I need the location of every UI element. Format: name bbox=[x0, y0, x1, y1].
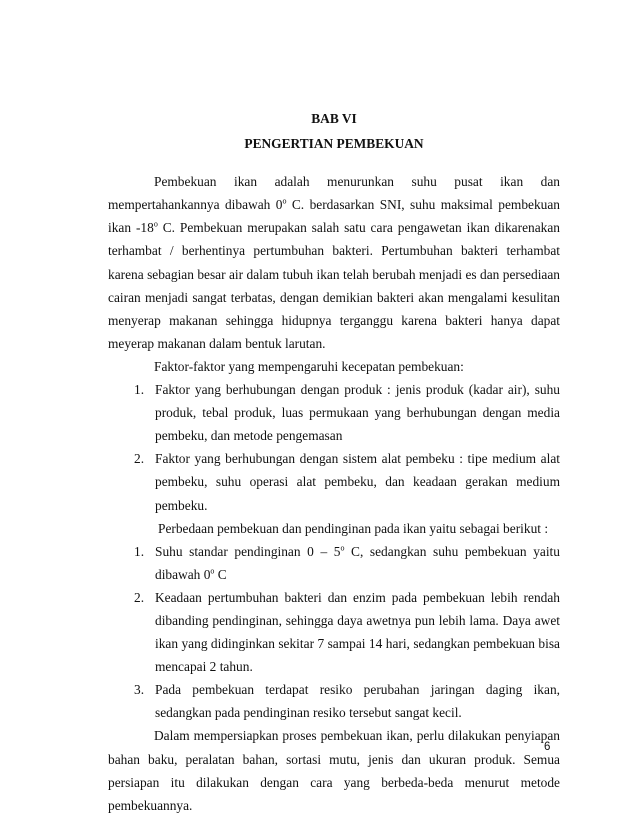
degree-superscript: o bbox=[340, 543, 345, 553]
list-item bbox=[108, 678, 560, 724]
page-content bbox=[108, 107, 560, 817]
page-number: 6 bbox=[544, 741, 551, 753]
list-number: 3. bbox=[134, 682, 145, 698]
list-text: C, sedangkan suhu pembekuan yaitu dibawah 0 bbox=[155, 543, 560, 582]
list-text: Keadaan pertumbuhan bakteri dan enzim pada pembekuan lebih rendah dibanding pendinginan, sehingga daya awetnya pun lebih lama. Daya awet ikan yang didinginkan sekitar 7 sampai 14 hari, sedangkan pembekuan bisa mencapai 2 tahun. bbox=[155, 589, 560, 675]
differences-list bbox=[108, 540, 560, 725]
paragraph-text: C. Pembekuan merupakan salah satu cara pengawetan ikan dikarenakan terhambat / berhentinya pertumbuhan bakteri. Pertumbuhan bakteri terhambat karena sebagian besar air dalam tubuh ikan telah berubah menjadi es dan persediaan cairan menjadi sangat terbatas, dengan demikian bakteri akan mengalami kesulitan menyerap makanan sehingga hidupnya terganggu karena bakteri hanya dapat meyerap makanan dalam bentuk larutan. bbox=[108, 220, 560, 351]
degree-superscript: o bbox=[282, 196, 287, 206]
list-text: C bbox=[214, 566, 227, 582]
factors-list bbox=[108, 378, 560, 517]
list-item bbox=[108, 378, 560, 447]
list-item bbox=[108, 447, 560, 516]
chapter-title: PENGERTIAN PEMBEKUAN bbox=[244, 136, 424, 152]
differences-intro: Perbedaan pembekuan dan pendinginan pada ikan yaitu sebagai berikut : bbox=[158, 520, 549, 536]
paragraph-definition bbox=[108, 170, 560, 355]
list-number: 1. bbox=[134, 382, 145, 398]
list-item bbox=[108, 586, 560, 678]
paragraph-text: Pembekuan ikan adalah menurunkan suhu pusat ikan dan mempertahankannya dibawah 0 bbox=[108, 174, 560, 213]
list-text: Suhu standar pendinginan 0 – 5 bbox=[155, 543, 341, 559]
factors-intro: Faktor-faktor yang mempengaruhi kecepatan pembekuan: bbox=[154, 358, 464, 374]
degree-superscript: o bbox=[153, 219, 158, 229]
list-item bbox=[108, 540, 560, 586]
list-number: 2. bbox=[134, 589, 145, 605]
list-text: Pada pembekuan terdapat resiko perubahan jaringan daging ikan, sedangkan pada pendinginan resiko tersebut sangat kecil. bbox=[155, 682, 560, 721]
list-number: 1. bbox=[134, 543, 145, 559]
closing-paragraph: Dalam mempersiapkan proses pembekuan ikan, perlu dilakukan penyiapan bahan baku, peralatan bahan, sortasi mutu, jenis dan ukuran produk. Semua persiapan itu dilakukan dengan cara yang berbeda-beda menurut metode pembekuannya. bbox=[108, 728, 560, 813]
list-text: Faktor yang berhubungan dengan sistem alat pembeku : tipe medium alat pembeku, suhu operasi alat pembeku, dan keadaan gerakan medium pembeku. bbox=[155, 451, 560, 513]
list-text: Faktor yang berhubungan dengan produk : jenis produk (kadar air), suhu produk, tebal produk, luas permukaan yang berhubungan dengan media pembeku, dan metode pengemasan bbox=[155, 382, 560, 444]
paragraph-text: C. berdasarkan SNI, suhu maksimal pembekuan ikan -18 bbox=[108, 197, 560, 236]
list-number: 2. bbox=[134, 451, 145, 467]
degree-superscript: o bbox=[210, 566, 215, 576]
chapter-label: BAB VI bbox=[311, 111, 357, 126]
